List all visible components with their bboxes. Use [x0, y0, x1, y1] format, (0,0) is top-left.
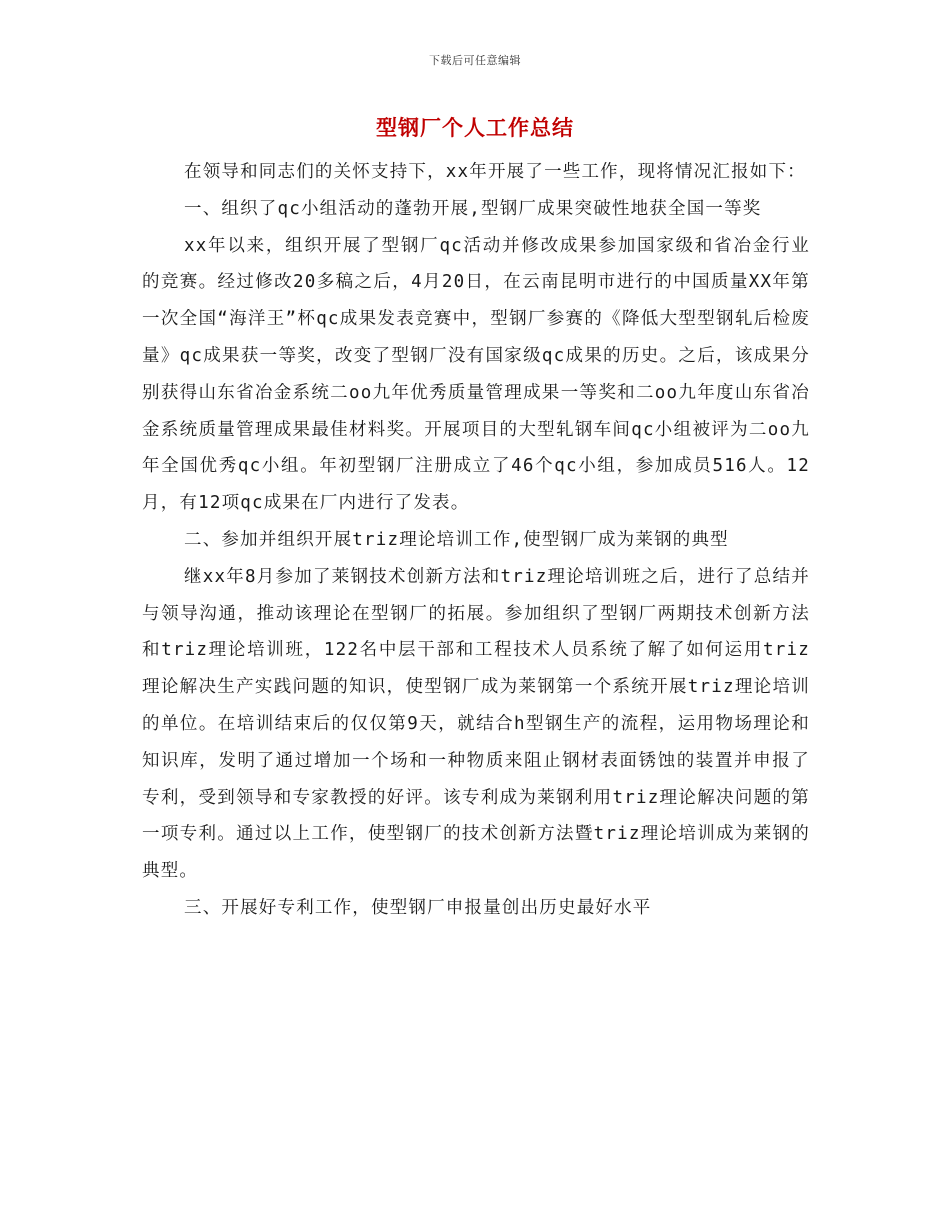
- document-body: [142, 154, 810, 927]
- header-note: 下载后可任意编辑: [429, 54, 521, 67]
- section-heading-1: 一、组织了qc小组活动的蓬勃开展,型钢厂成果突破性地获全国一等奖: [184, 198, 762, 219]
- paragraph-section-2: 继xx年8月参加了莱钢技术创新方法和triz理论培训班之后，进行了总结并与领导沟通，推动该理论在型钢厂的拓展。参加组织了型钢厂两期技术创新方法和triz理论培训班，122名中层干部和工程技术人员系统了解了如何运用triz理论解决生产实践问题的知识，使型钢厂成为莱钢第一个系统开展triz理论培训的单位。在培训结束后的仅仅第9天，就结合h型钢生产的流程，运用物场理论和知识库，发明了通过增加一个场和一种物质来阻止钢材表面锈蚀的装置并申报了专利，受到领导和专家教授的好评。该专利成为莱钢利用triz理论解决问题的第一项专利。通过以上工作，使型钢厂的技术创新方法暨triz理论培训成为莱钢的典型。: [142, 566, 810, 882]
- section-heading-3: 三、开展好专利工作，使型钢厂申报量创出历史最好水平: [184, 897, 652, 918]
- paragraph-intro: 在领导和同志们的关怀支持下，xx年开展了一些工作，现将情况汇报如下：: [184, 162, 806, 182]
- paragraph-section-1: xx年以来，组织开展了型钢厂qc活动并修改成果参加国家级和省冶金行业的竞赛。经过修改20多稿之后，4月20日，在云南昆明市进行的中国质量XX年第一次全国“海洋王”杯qc成果发表竞赛中，型钢厂参赛的《降低大型型钢轧后检废量》qc成果获一等奖，改变了型钢厂没有国家级qc成果的历史。之后，该成果分别获得山东省冶金系统二oo九年优秀质量管理成果一等奖和二oo九年度山东省冶金系统质量管理成果最佳材料奖。开展项目的大型轧钢车间qc小组被评为二oo九年全国优秀qc小组。年初型钢厂注册成立了46个qc小组，参加成员516人。12月，有12项qc成果在厂内进行了发表。: [142, 235, 810, 514]
- section-heading-2: 二、参加并组织开展triz理论培训工作,使型钢厂成为莱钢的典型: [184, 529, 729, 550]
- document-title: 型钢厂个人工作总结: [376, 116, 574, 140]
